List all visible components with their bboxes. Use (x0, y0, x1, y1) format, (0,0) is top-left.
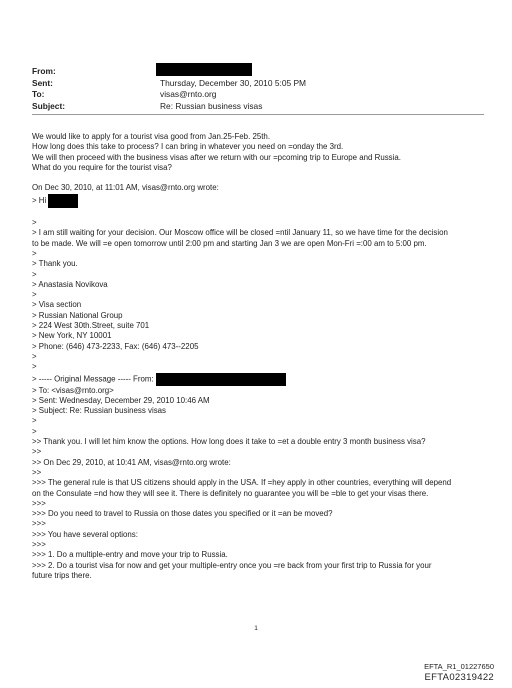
body-line: >>> You have several options: (32, 529, 138, 539)
body-line: We would like to apply for a tourist visa good from Jan.25-Feb. 25th. (32, 132, 271, 141)
body-line: >>> 2. Do a tourist visa for now and get your multiple-entry once you =re back from your first trip to Russia for your (32, 560, 432, 570)
email-header (32, 66, 492, 112)
body-line: > Anastasia Novikova (32, 279, 108, 289)
body-line: > (32, 269, 37, 279)
body-line: > Subject: Re: Russian business visas (32, 406, 166, 416)
body-line: > (32, 218, 37, 228)
greeting-text: > Hi (32, 195, 47, 205)
to-label: To: (32, 89, 45, 99)
body-line: > Visa section (32, 300, 82, 310)
email-body (32, 132, 492, 581)
from-label: From: (32, 66, 56, 76)
body-line: >> On Dec 29, 2010, at 10:41 AM, visas@rnto.org wrote: (32, 457, 231, 467)
body-line: >> Thank you. I will let him know the options. How long does it take to =et a double entry 3 month business visa? (32, 437, 426, 447)
to-value: visas@rnto.org (160, 89, 217, 99)
subject-label: Subject: (32, 100, 66, 111)
body-line: >>> The general rule is that US citizens should apply in the USA. If =hey apply in other countries, everything will depend (32, 478, 452, 488)
body-line: > Russian National Group (32, 310, 123, 320)
sent-value: Thursday, December 30, 2010 5:05 PM (160, 77, 307, 88)
body-line: > Thank you. (32, 259, 78, 269)
from-row (32, 66, 492, 78)
body-line (32, 208, 492, 218)
body-line: > (32, 290, 37, 300)
greeting-line (32, 194, 492, 208)
body-line: future trips there. (32, 570, 92, 580)
body-line: How long does this take to process? I can bring in whatever you need on =onday the 3rd. (32, 142, 344, 152)
footer-reference-1: EFTA_R1_01227650 (424, 662, 494, 671)
footer-reference-2: EFTA02319422 (424, 672, 494, 683)
body-line: > 224 West 30th.Street, suite 701 (32, 321, 150, 331)
body-line: We will then proceed with the business visas after we return with our =pcoming trip to Europe and Russia. (32, 152, 401, 162)
body-line: On Dec 30, 2010, at 11:01 AM, visas@rnto.org wrote: (32, 183, 219, 193)
to-row (32, 89, 492, 101)
original-message-text: > ----- Original Message ----- From: (32, 374, 156, 384)
body-line: >> (32, 447, 42, 457)
body-line (32, 173, 492, 183)
header-divider (32, 114, 484, 115)
body-line: >> (32, 467, 42, 477)
body-line: >>> Do you need to travel to Russia on those dates you specified or it =an be moved? (32, 509, 333, 519)
subject-row (32, 101, 492, 113)
sent-row (32, 78, 492, 90)
body-line: What do you require for the tourist visa? (32, 162, 172, 172)
body-line: > Sent: Wednesday, December 29, 2010 10:46 AM (32, 395, 210, 405)
body-line: > (32, 362, 37, 372)
body-line: >>> (32, 539, 46, 549)
subject-value: Re: Russian business visas (160, 100, 263, 111)
body-line: >>> (32, 519, 46, 529)
redaction-sender (156, 373, 286, 386)
body-line: > New York, NY 10001 (32, 331, 112, 341)
body-line: > (32, 416, 37, 426)
body-line: > (32, 351, 37, 361)
from-value (160, 66, 492, 78)
body-line: on the Consulate =nd how they will see it. There is definitely no guarantee you will be =ble to get your visas there. (32, 488, 429, 498)
page-number: 1 (254, 625, 258, 632)
sent-label: Sent: (32, 77, 53, 88)
redaction-name (48, 194, 78, 208)
body-line: > I am still waiting for your decision. Our Moscow office will be closed =ntil January 11, so we have time for the decision (32, 228, 448, 238)
body-line: > (32, 248, 37, 258)
body-line: >>> (32, 498, 46, 508)
body-line: to be made. We will =e open tomorrow until 2:00 pm and starting Jan 3 we are open Mon-Fri =:00 am to 5:00 pm. (32, 238, 427, 248)
body-line: > (32, 426, 37, 436)
body-line: > Phone: (646) 473-2233, Fax: (646) 473--2205 (32, 341, 199, 351)
body-line: >>> 1. Do a multiple-entry and move your trip to Russia. (32, 550, 228, 560)
body-line: > To: <visas@rnto.org> (32, 385, 114, 395)
original-message-line (32, 373, 492, 386)
